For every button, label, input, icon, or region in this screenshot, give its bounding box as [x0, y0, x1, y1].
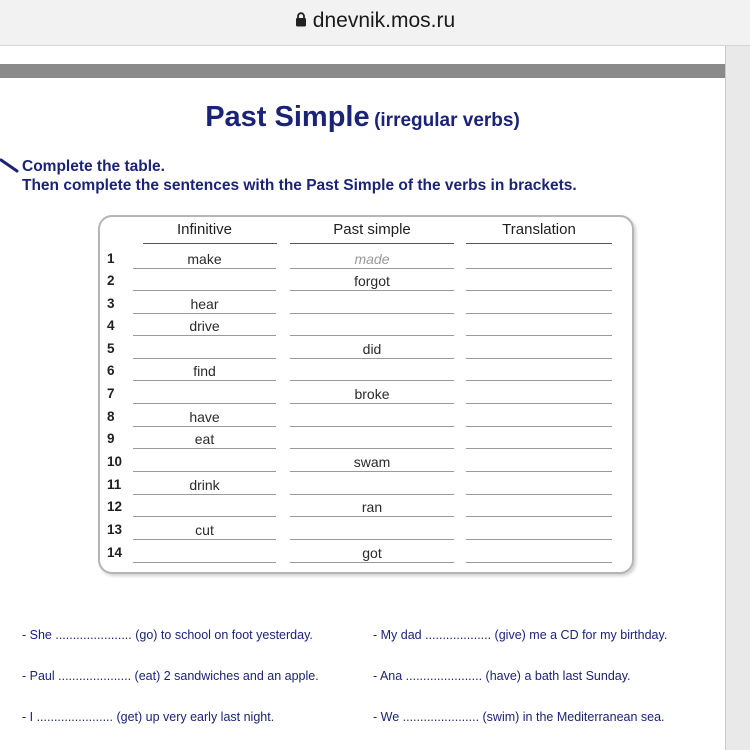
- sentence-1: - She ...................... (go) to school on foot yesterday.: [22, 628, 313, 642]
- past-simple-cell: ran: [290, 498, 454, 517]
- infinitive-cell[interactable]: [133, 544, 276, 563]
- page-top-gap: [0, 46, 750, 64]
- worksheet-title: [0, 101, 725, 134]
- past-simple-cell: forgot: [290, 272, 454, 291]
- row-number: 7: [107, 386, 115, 401]
- translation-cell[interactable]: [466, 385, 612, 404]
- row-number: 5: [107, 341, 115, 356]
- past-simple-cell: did: [290, 340, 454, 359]
- header-underline: [466, 243, 612, 244]
- row-number: 9: [107, 431, 115, 446]
- infinitive-cell: hear: [133, 295, 276, 314]
- row-number: 3: [107, 296, 115, 311]
- infinitive-cell[interactable]: [133, 385, 276, 404]
- translation-cell[interactable]: [466, 498, 612, 517]
- sentence-5: - I ...................... (get) up very early last night.: [22, 710, 275, 724]
- instruction-line-2: Then complete the sentences with the Past Simple of the verbs in brackets.: [22, 177, 577, 194]
- instruction-line-1: Complete the table.: [22, 158, 165, 175]
- past-simple-cell: got: [290, 544, 454, 563]
- browser-address-bar[interactable]: [0, 0, 750, 46]
- title-sub: (irregular verbs): [374, 110, 520, 131]
- row-number: 4: [107, 318, 115, 333]
- translation-cell[interactable]: [466, 453, 612, 472]
- infinitive-cell: drive: [133, 317, 276, 336]
- translation-cell[interactable]: [466, 317, 612, 336]
- translation-cell[interactable]: [466, 250, 612, 269]
- document-top-bar: [0, 64, 725, 78]
- past-simple-cell[interactable]: [290, 408, 454, 427]
- infinitive-cell: have: [133, 408, 276, 427]
- sentence-6: - We ...................... (swim) in the Mediterranean sea.: [373, 710, 665, 724]
- past-simple-cell[interactable]: [290, 476, 454, 495]
- infinitive-cell[interactable]: [133, 340, 276, 359]
- infinitive-cell: find: [133, 362, 276, 381]
- infinitive-cell: make: [133, 250, 276, 269]
- infinitive-cell[interactable]: [133, 453, 276, 472]
- translation-cell[interactable]: [466, 430, 612, 449]
- translation-cell[interactable]: [466, 362, 612, 381]
- instructions: [22, 157, 577, 195]
- header-underline: [290, 243, 454, 244]
- row-number: 1: [107, 251, 115, 266]
- infinitive-cell: cut: [133, 521, 276, 540]
- past-simple-cell[interactable]: [290, 295, 454, 314]
- sentence-3: - Paul ..................... (eat) 2 sandwiches and an apple.: [22, 669, 319, 683]
- translation-cell[interactable]: [466, 340, 612, 359]
- row-number: 6: [107, 363, 115, 378]
- row-number: 12: [107, 499, 123, 514]
- row-number: 13: [107, 522, 123, 537]
- infinitive-cell[interactable]: [133, 272, 276, 291]
- infinitive-cell: eat: [133, 430, 276, 449]
- title-main: Past Simple: [205, 101, 370, 133]
- past-simple-cell: made: [290, 250, 454, 269]
- lock-icon: [295, 9, 307, 33]
- past-simple-cell: swam: [290, 453, 454, 472]
- url-text: dnevnik.mos.ru: [312, 9, 456, 32]
- row-number: 8: [107, 409, 115, 424]
- past-simple-cell[interactable]: [290, 521, 454, 540]
- row-number: 14: [107, 545, 123, 560]
- translation-cell[interactable]: [466, 295, 612, 314]
- past-simple-cell[interactable]: [290, 430, 454, 449]
- header-underline: [143, 243, 277, 244]
- sentence-4: - Ana ...................... (have) a bath last Sunday.: [373, 669, 631, 683]
- past-simple-cell[interactable]: [290, 362, 454, 381]
- sentence-2: - My dad ................... (give) me a CD for my birthday.: [373, 628, 668, 642]
- row-number: 10: [107, 454, 123, 469]
- url-display[interactable]: [0, 9, 750, 33]
- infinitive-cell[interactable]: [133, 498, 276, 517]
- infinitive-cell: drink: [133, 476, 276, 495]
- row-number: 11: [107, 477, 122, 492]
- past-simple-cell: broke: [290, 385, 454, 404]
- translation-cell[interactable]: [466, 521, 612, 540]
- header-translation: Translation: [502, 221, 576, 238]
- page-right-edge: [725, 46, 750, 750]
- translation-cell[interactable]: [466, 272, 612, 291]
- pencil-icon: [0, 157, 20, 178]
- translation-cell[interactable]: [466, 408, 612, 427]
- past-simple-cell[interactable]: [290, 317, 454, 336]
- row-number: 2: [107, 273, 115, 288]
- translation-cell[interactable]: [466, 476, 612, 495]
- header-infinitive: Infinitive: [176, 221, 233, 238]
- header-past-simple: Past simple: [333, 221, 411, 238]
- translation-cell[interactable]: [466, 544, 612, 563]
